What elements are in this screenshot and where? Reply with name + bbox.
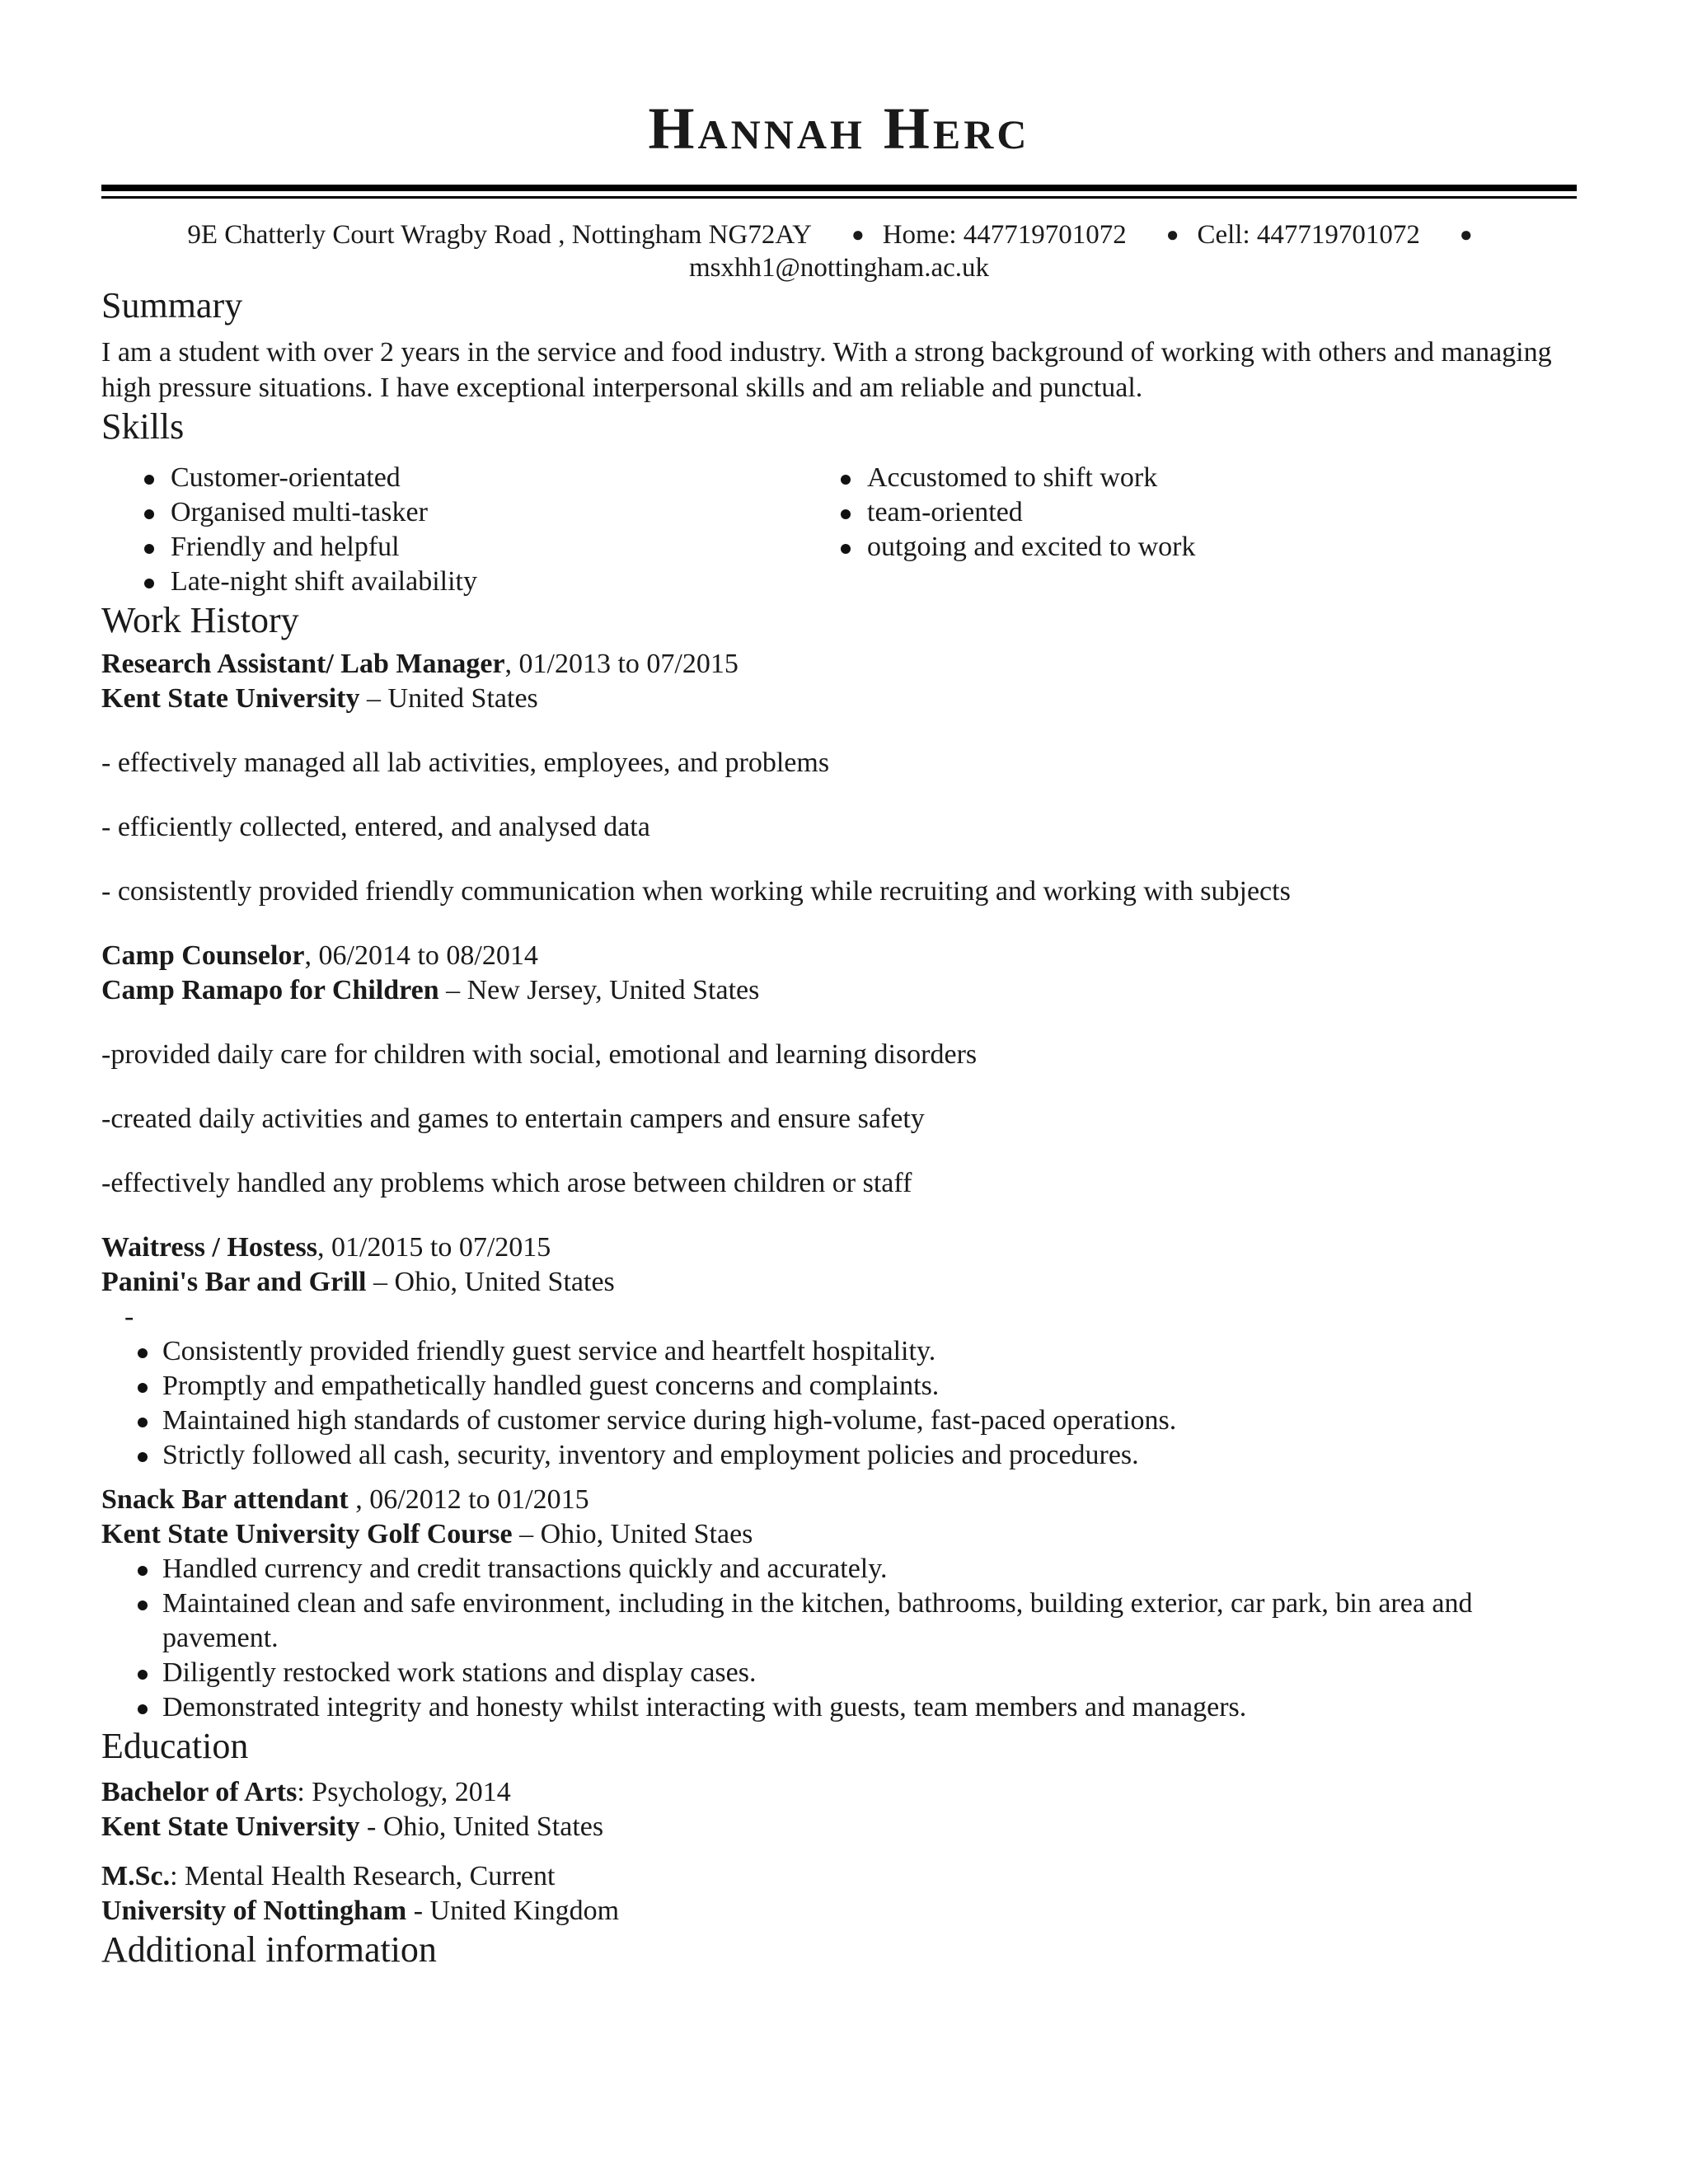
job-description-line: -created daily activities and games to entertain campers and ensure safety xyxy=(101,1104,925,1135)
candidate-name: Hannah Herc xyxy=(648,96,1030,162)
bullet-icon: ● xyxy=(851,223,865,246)
work-history-heading: Work History xyxy=(101,599,299,640)
skills-column-right xyxy=(839,461,1195,599)
contact-info xyxy=(101,218,1577,284)
education-school: Kent State University xyxy=(101,1811,360,1843)
job-bullet-item: Strictly followed all cash, security, inventory and employment policies and procedures. xyxy=(136,1438,1577,1473)
education-heading: Education xyxy=(101,1726,249,1767)
job-description-line: -provided daily care for children with social, emotional and learning disorders xyxy=(101,1039,978,1071)
education-entry xyxy=(101,1859,1577,1929)
job-company-line xyxy=(101,1265,1577,1300)
education-field: : Mental Health Research, Current xyxy=(170,1861,556,1892)
job-company: Panini's Bar and Grill xyxy=(101,1267,367,1298)
job-bullet-list xyxy=(101,1552,1577,1725)
job-title-line xyxy=(101,647,1577,682)
skills-column-left xyxy=(101,461,839,599)
education-school: University of Nottingham xyxy=(101,1896,407,1927)
skills-heading: Skills xyxy=(101,405,185,447)
skills-list xyxy=(101,461,1577,599)
education-degree: Bachelor of Arts xyxy=(101,1777,298,1808)
job-description-line: -effectively handled any problems which arose between children or staff xyxy=(101,1168,912,1199)
skill-item: Friendly and helpful xyxy=(143,530,839,565)
job-dates: , 06/2014 to 08/2014 xyxy=(304,940,538,972)
job-bullet-item: Handled currency and credit transactions quickly and accurately. xyxy=(136,1552,1577,1586)
bullet-icon: ● xyxy=(1165,223,1179,246)
education-field: : Psychology, 2014 xyxy=(297,1777,511,1808)
job-description-line: - effectively managed all lab activities, employees, and problems xyxy=(101,748,830,779)
job-title: Camp Counselor xyxy=(101,940,305,972)
education-location: - United Kingdom xyxy=(406,1896,620,1927)
education-degree: M.Sc. xyxy=(101,1861,171,1892)
job-location: – New Jersey, United States xyxy=(438,975,760,1006)
contact-address: 9E Chatterly Court Wragby Road , Nottingham NG72AY xyxy=(187,220,812,250)
summary-heading: Summary xyxy=(101,285,243,326)
education-school-line xyxy=(101,1810,1577,1844)
skill-item: outgoing and excited to work xyxy=(839,530,1195,565)
job-company-line xyxy=(101,1517,1577,1552)
job-company-line xyxy=(101,682,1577,716)
job-title: Waitress / Hostess xyxy=(101,1232,317,1263)
education-entry xyxy=(101,1775,1577,1844)
job-company: Kent State University xyxy=(101,683,360,715)
job-company-line xyxy=(101,973,1577,1008)
job-description-line: - efficiently collected, entered, and analysed data xyxy=(101,812,650,843)
header-divider xyxy=(101,185,1577,199)
additional-info-heading: Additional information xyxy=(101,1929,437,1971)
contact-home-phone: Home: 447719701072 xyxy=(882,220,1127,250)
job-title-line xyxy=(101,939,1577,973)
divider-thick xyxy=(101,185,1577,191)
job-bullet-list xyxy=(101,1334,1577,1473)
job-bullet-item: Diligently restocked work stations and display cases. xyxy=(136,1656,1577,1690)
summary-text: I am a student with over 2 years in the service and food industry. With a strong background of working with others and managing high pressure situations. I have exceptional interpersonal skills and am reliable and punctual. xyxy=(101,336,1552,403)
education-degree-line xyxy=(101,1775,1577,1810)
job-location: – Ohio, United Staes xyxy=(512,1519,753,1550)
job-company: Camp Ramapo for Children xyxy=(101,975,439,1006)
education-degree-line xyxy=(101,1859,1577,1894)
skill-item: Organised multi-tasker xyxy=(143,495,839,530)
job-bullet-item: Demonstrated integrity and honesty whilst interacting with guests, team members and managers. xyxy=(136,1690,1577,1725)
job-title-line xyxy=(101,1483,1577,1517)
contact-cell-phone: Cell: 447719701072 xyxy=(1197,220,1420,250)
divider-thin xyxy=(101,196,1577,199)
skill-item: Accustomed to shift work xyxy=(839,461,1195,495)
education-location: - Ohio, United States xyxy=(359,1811,604,1843)
job-dates: , 06/2012 to 01/2015 xyxy=(355,1484,589,1516)
job-company: Kent State University Golf Course xyxy=(101,1519,513,1550)
job-bullet-item: Maintained high standards of customer service during high-volume, fast-paced operations. xyxy=(136,1404,1577,1438)
skill-item: Customer-orientated xyxy=(143,461,839,495)
education-school-line xyxy=(101,1894,1577,1929)
job-bullet-item: Consistently provided friendly guest service and heartfelt hospitality. xyxy=(136,1334,1577,1369)
resume-page xyxy=(101,96,1577,1972)
job-title-line xyxy=(101,1230,1577,1265)
job-title: Snack Bar attendant xyxy=(101,1484,356,1516)
job-bullet-item: Promptly and empathetically handled guest concerns and complaints. xyxy=(136,1369,1577,1404)
job-title: Research Assistant/ Lab Manager xyxy=(101,649,505,680)
job-location: – United States xyxy=(359,683,538,715)
job-dates: , 01/2015 to 07/2015 xyxy=(316,1232,551,1263)
job-location: – Ohio, United States xyxy=(366,1267,615,1298)
skill-item: Late-night shift availability xyxy=(143,565,839,599)
job-dates: , 01/2013 to 07/2015 xyxy=(504,649,738,680)
job-bullet-item: Maintained clean and safe environment, including in the kitchen, bathrooms, building exterior, car park, bin area and pavement. xyxy=(136,1586,1577,1656)
bullet-icon: ● xyxy=(1459,223,1473,246)
job-description-line: - consistently provided friendly communication when working while recruiting and working with subjects xyxy=(101,876,1291,907)
job-dash-line: - xyxy=(124,1301,134,1333)
contact-email: msxhh1@nottingham.ac.uk xyxy=(688,253,989,283)
skill-item: team-oriented xyxy=(839,495,1195,530)
